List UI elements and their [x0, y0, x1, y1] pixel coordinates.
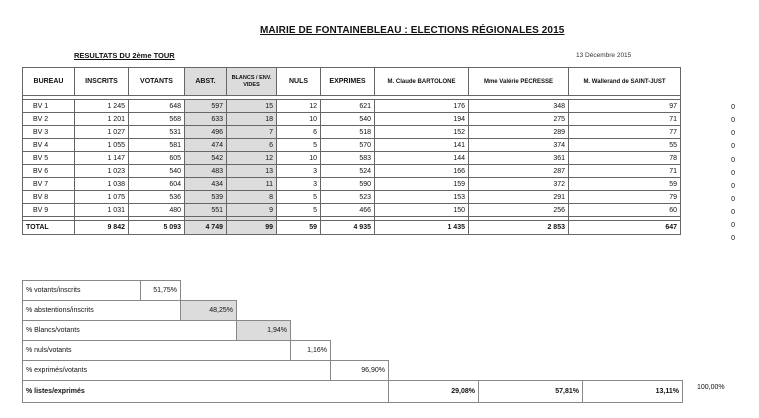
cell-votants: 540 [129, 165, 185, 178]
cell-saint-just: 647 [569, 221, 681, 235]
cell-bureau: BV 1 [23, 100, 75, 113]
pct-row-exprimes [23, 361, 683, 381]
cell-nuls: 10 [277, 152, 321, 165]
cell-inscrits: 9 842 [75, 221, 129, 235]
pct-value-bartolone: 29,08% [389, 381, 479, 403]
cell-blancs: 6 [227, 139, 277, 152]
cell-exprimes: 570 [321, 139, 375, 152]
cell-bartolone: 159 [375, 178, 469, 191]
table-row [23, 204, 681, 217]
percentages-table [22, 280, 683, 403]
cell-bureau: BV 2 [23, 113, 75, 126]
cell-blancs: 8 [227, 191, 277, 204]
cell-blancs: 12 [227, 152, 277, 165]
results-subtitle: RESULTATS DU 2ème TOUR [74, 51, 175, 60]
cell-bureau: TOTAL [23, 221, 75, 235]
pct-value: 1,94% [237, 321, 291, 341]
pct-row-votants [23, 281, 683, 301]
cell-abst: 542 [185, 152, 227, 165]
side-value: 0 [731, 157, 735, 164]
side-value: 0 [731, 196, 735, 203]
cell-nuls: 59 [277, 221, 321, 235]
cell-saint-just: 97 [569, 100, 681, 113]
cell-bartolone: 152 [375, 126, 469, 139]
cell-exprimes: 590 [321, 178, 375, 191]
cell-pecresse: 275 [469, 113, 569, 126]
cell-nuls: 10 [277, 113, 321, 126]
cell-abst: 474 [185, 139, 227, 152]
cell-blancs: 99 [227, 221, 277, 235]
cell-nuls: 12 [277, 100, 321, 113]
cell-exprimes: 518 [321, 126, 375, 139]
side-value: 0 [731, 170, 735, 177]
cell-blancs: 13 [227, 165, 277, 178]
cell-saint-just: 60 [569, 204, 681, 217]
total-row [23, 221, 681, 235]
cell-bureau: BV 8 [23, 191, 75, 204]
cell-bureau: BV 6 [23, 165, 75, 178]
cell-inscrits: 1 201 [75, 113, 129, 126]
cell-bartolone: 144 [375, 152, 469, 165]
cell-abst: 597 [185, 100, 227, 113]
col-exprimes: EXPRIMES [321, 68, 375, 96]
cell-abst: 633 [185, 113, 227, 126]
side-value: 0 [731, 130, 735, 137]
col-abst: ABST. [185, 68, 227, 96]
cell-bureau: BV 5 [23, 152, 75, 165]
pct-label: % listes/exprimés [23, 381, 389, 403]
cell-exprimes: 523 [321, 191, 375, 204]
pct-label: % Blancs/votants [23, 321, 237, 341]
cell-saint-just: 71 [569, 165, 681, 178]
cell-abst: 4 749 [185, 221, 227, 235]
pct-label: % exprimés/votants [23, 361, 331, 381]
cell-pecresse: 289 [469, 126, 569, 139]
cell-inscrits: 1 027 [75, 126, 129, 139]
cell-saint-just: 59 [569, 178, 681, 191]
cell-abst: 483 [185, 165, 227, 178]
cell-exprimes: 524 [321, 165, 375, 178]
side-value: 0 [731, 143, 735, 150]
pct-value: 1,16% [291, 341, 331, 361]
results-table [22, 67, 681, 235]
cell-inscrits: 1 038 [75, 178, 129, 191]
cell-saint-just: 79 [569, 191, 681, 204]
cell-votants: 480 [129, 204, 185, 217]
cell-pecresse: 348 [469, 100, 569, 113]
cell-inscrits: 1 023 [75, 165, 129, 178]
pct-value: 48,25% [181, 301, 237, 321]
cell-bartolone: 1 435 [375, 221, 469, 235]
cell-blancs: 11 [227, 178, 277, 191]
cell-abst: 496 [185, 126, 227, 139]
cell-votants: 581 [129, 139, 185, 152]
election-date: 13 Décembre 2015 [576, 52, 632, 59]
cell-pecresse: 287 [469, 165, 569, 178]
cell-exprimes: 4 935 [321, 221, 375, 235]
cell-blancs: 18 [227, 113, 277, 126]
cell-pecresse: 291 [469, 191, 569, 204]
table-row [23, 113, 681, 126]
cell-blancs: 9 [227, 204, 277, 217]
page-title: MAIRIE DE FONTAINEBLEAU : ELECTIONS RÉGIONALES 2015 [260, 25, 565, 36]
cell-votants: 5 093 [129, 221, 185, 235]
cell-inscrits: 1 055 [75, 139, 129, 152]
cell-inscrits: 1 031 [75, 204, 129, 217]
cell-nuls: 3 [277, 165, 321, 178]
pct-value-pecresse: 57,81% [479, 381, 583, 403]
side-value: 0 [731, 222, 735, 229]
cell-saint-just: 71 [569, 113, 681, 126]
cell-pecresse: 256 [469, 204, 569, 217]
cell-bureau: BV 3 [23, 126, 75, 139]
cell-pecresse: 372 [469, 178, 569, 191]
cell-exprimes: 621 [321, 100, 375, 113]
pct-value: 96,90% [331, 361, 389, 381]
cell-blancs: 15 [227, 100, 277, 113]
side-value: 0 [731, 235, 735, 242]
col-candidate-pecresse: Mme Valérie PECRESSE [469, 68, 569, 96]
col-votants: VOTANTS [129, 68, 185, 96]
table-row [23, 165, 681, 178]
table-row [23, 126, 681, 139]
cell-nuls: 5 [277, 204, 321, 217]
pct-label: % nuls/votants [23, 341, 291, 361]
cell-votants: 605 [129, 152, 185, 165]
cell-votants: 536 [129, 191, 185, 204]
cell-bureau: BV 9 [23, 204, 75, 217]
side-value: 0 [731, 183, 735, 190]
side-value: 0 [731, 104, 735, 111]
cell-votants: 531 [129, 126, 185, 139]
pct-grand-total: 100,00% [697, 384, 725, 391]
cell-bartolone: 166 [375, 165, 469, 178]
cell-abst: 434 [185, 178, 227, 191]
cell-pecresse: 2 853 [469, 221, 569, 235]
table-row [23, 100, 681, 113]
cell-nuls: 6 [277, 126, 321, 139]
cell-bureau: BV 4 [23, 139, 75, 152]
side-value: 0 [731, 209, 735, 216]
table-header-row [23, 68, 681, 96]
table-row [23, 191, 681, 204]
pct-row-listes [23, 381, 683, 403]
cell-bureau: BV 7 [23, 178, 75, 191]
cell-nuls: 5 [277, 191, 321, 204]
pct-row-nuls [23, 341, 683, 361]
cell-bartolone: 153 [375, 191, 469, 204]
col-bureau: BUREAU [23, 68, 75, 96]
cell-votants: 568 [129, 113, 185, 126]
cell-inscrits: 1 147 [75, 152, 129, 165]
col-blancs: BLANCS / ENV. VIDES [227, 68, 277, 96]
cell-nuls: 5 [277, 139, 321, 152]
pct-value-saint-just: 13,11% [583, 381, 683, 403]
cell-pecresse: 361 [469, 152, 569, 165]
cell-saint-just: 55 [569, 139, 681, 152]
cell-nuls: 3 [277, 178, 321, 191]
cell-inscrits: 1 075 [75, 191, 129, 204]
table-row [23, 139, 681, 152]
col-inscrits: INSCRITS [75, 68, 129, 96]
cell-bartolone: 194 [375, 113, 469, 126]
pct-label: % abstentions/inscrits [23, 301, 181, 321]
col-candidate-bartolone: M. Claude BARTOLONE [375, 68, 469, 96]
cell-exprimes: 540 [321, 113, 375, 126]
cell-inscrits: 1 245 [75, 100, 129, 113]
cell-abst: 551 [185, 204, 227, 217]
cell-bartolone: 150 [375, 204, 469, 217]
table-row [23, 152, 681, 165]
cell-exprimes: 466 [321, 204, 375, 217]
cell-saint-just: 78 [569, 152, 681, 165]
pct-row-abstentions [23, 301, 683, 321]
col-nuls: NULS [277, 68, 321, 96]
cell-bartolone: 176 [375, 100, 469, 113]
cell-pecresse: 374 [469, 139, 569, 152]
cell-abst: 539 [185, 191, 227, 204]
cell-votants: 648 [129, 100, 185, 113]
cell-saint-just: 77 [569, 126, 681, 139]
cell-votants: 604 [129, 178, 185, 191]
cell-exprimes: 583 [321, 152, 375, 165]
pct-row-blancs [23, 321, 683, 341]
cell-blancs: 7 [227, 126, 277, 139]
cell-bartolone: 141 [375, 139, 469, 152]
table-row [23, 178, 681, 191]
side-value: 0 [731, 117, 735, 124]
col-candidate-saint-just: M. Wallerand de SAINT-JUST [569, 68, 681, 96]
pct-value: 51,75% [141, 281, 181, 301]
pct-label: % votants/inscrits [23, 281, 141, 301]
